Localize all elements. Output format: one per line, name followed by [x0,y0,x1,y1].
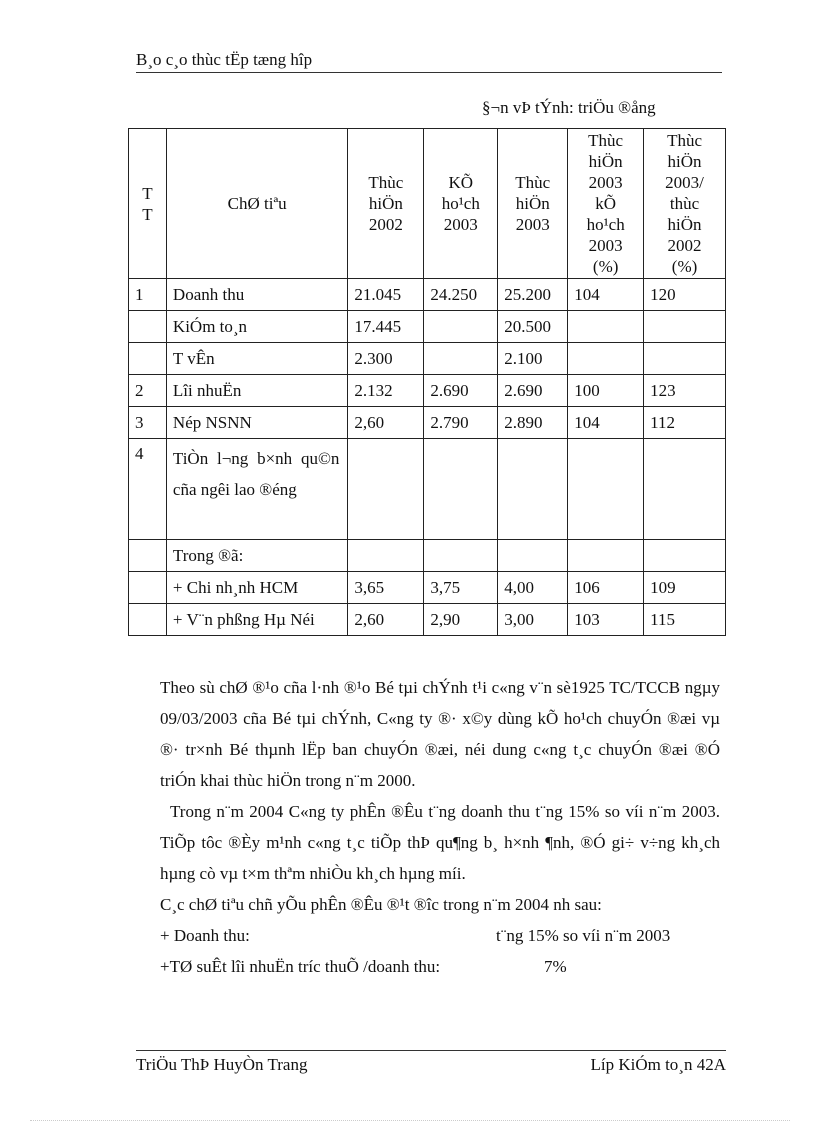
report-title: B¸o c¸o thùc tËp tæng hîp [136,50,313,69]
cell-value: 120 [644,279,726,311]
cell-value: 112 [644,407,726,439]
page-edge-divider [30,1120,790,1121]
target-label: +TØ suÊt lîi nhuËn tríc thuÕ /doanh thu: [160,957,441,976]
cell-value [568,311,644,343]
cell-value: 21.045 [348,279,424,311]
cell-tt [129,343,167,375]
page-header [136,50,722,73]
cell-value: 2,60 [348,407,424,439]
class-name: Líp KiÓm to¸n 42A [590,1055,726,1074]
header-2003-vs-2002: Thùc hiÖn 2003/ thùc hiÖn 2002 (%) [644,129,726,279]
table-header-row [129,129,726,279]
unit-label: §¬n vÞ tÝnh: triÖu ®ång [482,98,656,117]
cell-value [644,311,726,343]
target-value: 7% [544,957,567,976]
table-row [129,439,726,540]
cell-value [424,439,498,540]
cell-value: 109 [644,572,726,604]
page-footer [136,1050,726,1081]
cell-value [644,439,726,540]
author-name: TriÖu ThÞ HuyÒn Trang [136,1055,308,1074]
cell-value: 2.132 [348,375,424,407]
cell-tt [129,540,167,572]
cell-value [348,439,424,540]
cell-tt [129,572,167,604]
cell-value: 3,65 [348,572,424,604]
paragraph: Theo sù chØ ®¹o cña l·nh ®¹o Bé tµi chÝnh t¹i c«ng v¨n sè1925 TC/TCCB ngµy 09/03/2003 cña Bé tµi chÝnh, C«ng ty ®· x©y dùng kÕ ho¹ch chuyÓn ®æi vµ ®· tr×nh Bé thµnh lËp ban chuyÓn ®æi, néi dung c«ng t¸c chuyÓn ®æi ®Ó triÓn khai thùc hiÖn trong n¨m 2000. [160,678,720,790]
cell-tt [129,604,167,636]
table-row [129,572,726,604]
cell-value: 103 [568,604,644,636]
cell-value: 3,75 [424,572,498,604]
cell-value [498,439,568,540]
cell-value: 2.890 [498,407,568,439]
cell-value: 17.445 [348,311,424,343]
cell-indicator: Trong ®ã: [166,540,347,572]
cell-value: 4,00 [498,572,568,604]
table-row [129,279,726,311]
cell-value: 20.500 [498,311,568,343]
cell-value [644,343,726,375]
cell-value: 2.690 [424,375,498,407]
cell-tt: 1 [129,279,167,311]
cell-value: 24.250 [424,279,498,311]
cell-value [568,540,644,572]
cell-value [424,311,498,343]
cell-value: 115 [644,604,726,636]
cell-value: 104 [568,407,644,439]
cell-value: 2.790 [424,407,498,439]
cell-value [568,439,644,540]
cell-indicator: Lîi nhuËn [166,375,347,407]
header-indicator: ChØ tiªu [166,129,347,279]
target-profit-ratio [160,951,720,982]
cell-indicator: KiÓm to¸n [166,311,347,343]
cell-tt: 4 [129,439,167,540]
cell-indicator: + V¨n phßng Hµ Néi [166,604,347,636]
table-row [129,604,726,636]
cell-value [424,343,498,375]
cell-indicator: TiÒn l¬ng b×nh qu©n cña ngêi lao ®éng [166,439,347,540]
cell-tt [129,311,167,343]
header-plan-2003: KÕ ho¹ch 2003 [424,129,498,279]
table-row [129,540,726,572]
cell-value [424,540,498,572]
cell-value: 104 [568,279,644,311]
header-actual-vs-plan: Thùc hiÖn 2003 kÕ ho¹ch 2003 (%) [568,129,644,279]
cell-value [498,540,568,572]
header-tt: T T [129,129,167,279]
cell-tt: 3 [129,407,167,439]
indicator-table [128,128,726,636]
cell-value: 2,90 [424,604,498,636]
paragraph: Trong n¨m 2004 C«ng ty phÊn ®Êu t¨ng doanh thu t¨ng 15% so víi n¨m 2003. TiÕp tôc ®Èy m¹nh c«ng t¸c tiÕp thÞ qu¶ng b¸ h×nh ¶nh, ®Ó gi÷ v÷ng kh¸ch hµng cò vµ t×m thªm nhiÒu kh¸ch hµng míi. [160,802,720,883]
cell-value: 2.300 [348,343,424,375]
cell-value [568,343,644,375]
cell-value: 100 [568,375,644,407]
cell-value: 123 [644,375,726,407]
cell-indicator: T vÊn [166,343,347,375]
paragraph: C¸c chØ tiªu chñ yÕu phÊn ®Êu ®¹t ®îc trong n¨m 2004 nh sau: [160,895,602,914]
cell-indicator: + Chi nh¸nh HCM [166,572,347,604]
cell-value: 2.100 [498,343,568,375]
cell-value: 2,60 [348,604,424,636]
target-value: t¨ng 15% so víi n¨m 2003 [496,926,671,945]
target-revenue [160,920,720,951]
cell-tt: 2 [129,375,167,407]
header-actual-2002: Thùc hiÖn 2002 [348,129,424,279]
cell-value: 106 [568,572,644,604]
cell-indicator: Nép NSNN [166,407,347,439]
header-actual-2003: Thùc hiÖn 2003 [498,129,568,279]
cell-value: 25.200 [498,279,568,311]
table-row [129,311,726,343]
table-row [129,407,726,439]
target-label: + Doanh thu: [160,926,250,945]
cell-value: 3,00 [498,604,568,636]
body-text [160,672,720,982]
table-row [129,343,726,375]
cell-indicator: Doanh thu [166,279,347,311]
cell-value: 2.690 [498,375,568,407]
cell-value [644,540,726,572]
table-row [129,375,726,407]
cell-value [348,540,424,572]
